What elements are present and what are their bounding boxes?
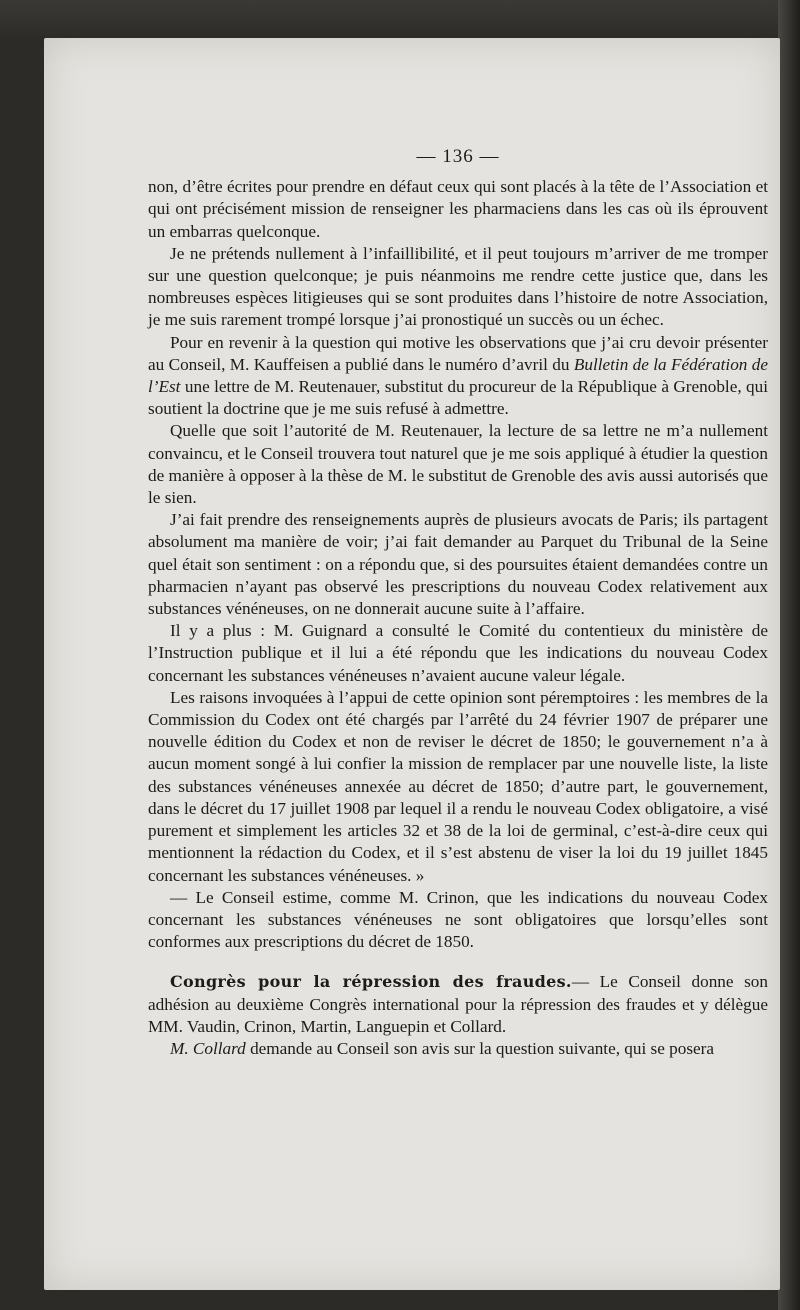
paragraph-text: — Le Conseil estime, comme M. Crinon, que les indications du nouveau Codex concernant les substances vénéneuses ne sont obligatoires que lorsqu’elles sont conformes aux prescriptions du décret de 1850. [148, 887, 768, 952]
section-paragraph-2 [148, 1038, 768, 1060]
paragraph-8 [148, 887, 768, 954]
scan-background-right [778, 0, 800, 1310]
speaker-name: M. Collard [170, 1038, 246, 1058]
paragraph-text: — Le Conseil donne son adhésion au deuxième Congrès international pour la répression des fraudes et y délègue MM. Vaudin, Crinon, Martin, Languepin et Collard. [148, 972, 768, 1036]
paragraph-text: Quelle que soit l’autorité de M. Reutenauer, la lecture de sa lettre ne m’a nullement convaincu, et le Conseil trouvera tout naturel que je me sois appliqué à étudier la question de manière à opposer à la thèse de M. le substitut de Grenoble des avis aussi autorisés que le sien. [148, 421, 768, 508]
paragraph-7 [148, 687, 768, 887]
section-divider [148, 953, 768, 971]
paragraph-2 [148, 243, 768, 332]
paragraph-text: J’ai fait prendre des renseignements auprès de plusieurs avocats de Paris; ils partagent absolument ma manière de voir; j’ai fait demander au Parquet du Tribunal de la Seine quel était son sentiment : on a répondu que, si des poursuites étaient demandées contre un pharmacien n’ayant pas observé les prescriptions du nouveau Codex relativement aux substances vénéneuses, on ne donnerait aucune suite à l’affaire. [148, 510, 768, 619]
paragraph-4 [148, 420, 768, 509]
section-heading: Congrès pour la répression des fraudes. [170, 972, 572, 992]
paragraph-text: demande au Conseil son avis sur la question suivante, qui se posera [245, 1038, 715, 1058]
paragraph-text: Je ne prétends nullement à l’infaillibilité, et il peut toujours m’arriver de me tromper sur une question quelconque; je puis néanmoins me rendre cette justice que, dans les nombreuses espèces litigieuses qui se sont produites dans l’histoire de notre Association, je me suis rarement trompé lorsque j’ai pronostiqué un succès ou un échec. [148, 243, 768, 330]
document-body [148, 146, 768, 1060]
paragraph-1 [148, 176, 768, 243]
paragraph-5 [148, 509, 768, 620]
paragraph-text: Pour en revenir à la question qui motive les observations que j’ai cru devoir présenter au Conseil, M. Kauffeisen a publié dans le numéro d’avril du [148, 332, 768, 374]
section-paragraph-1 [148, 971, 768, 1038]
bulletin-title: Bulletin de la Fédération de l’Est [148, 354, 768, 397]
paragraph-3 [148, 332, 768, 421]
paragraph-text: Il y a plus : M. Guignard a consulté le Comité du contentieux du ministère de l’Instruction publique et il lui a été répondu que les indications du nouveau Codex concernant les substances vénéneuses n’avaient aucune valeur légale. [148, 621, 768, 685]
page-number: — 136 — [416, 146, 500, 167]
paragraph-6 [148, 620, 768, 687]
paragraph-text: une lettre de M. Reutenauer, substitut du procureur de la République à Grenoble, qui soutient la doctrine que je me suis refusé à admettre. [148, 377, 768, 419]
scan-background-top [0, 0, 800, 40]
paragraph-text: non, d’être écrites pour prendre en défaut ceux qui sont placés à la tête de l’Association et qui ont précisément mission de renseigner les pharmaciens dans les cas où ils éprouvent un embarras quelconque. [148, 177, 768, 241]
paragraph-text: Les raisons invoquées à l’appui de cette opinion sont péremptoires : les membres de la Commission du Codex ont été chargés par l’arrêté du 24 février 1907 de préparer une nouvelle édition du Codex et non de reviser le décret de 1850; le gouvernement n’a à aucun moment songé à lui confier la mission de remplacer par une nouvelle liste, la liste des substances vénéneuses annexée au décret de 1850; d’autre part, le gouvernement, dans le décret du 17 juillet 1908 par lequel il a rendu le nouveau Codex obligatoire, a visé purement et simplement les articles 32 et 38 de la loi de germinal, c’est-à-dire ceux qui mentionnent la rédaction du Codex, et il s’est abstenu de viser la loi du 19 juillet 1845 concernant les substances vénéneuses. » [148, 687, 768, 885]
